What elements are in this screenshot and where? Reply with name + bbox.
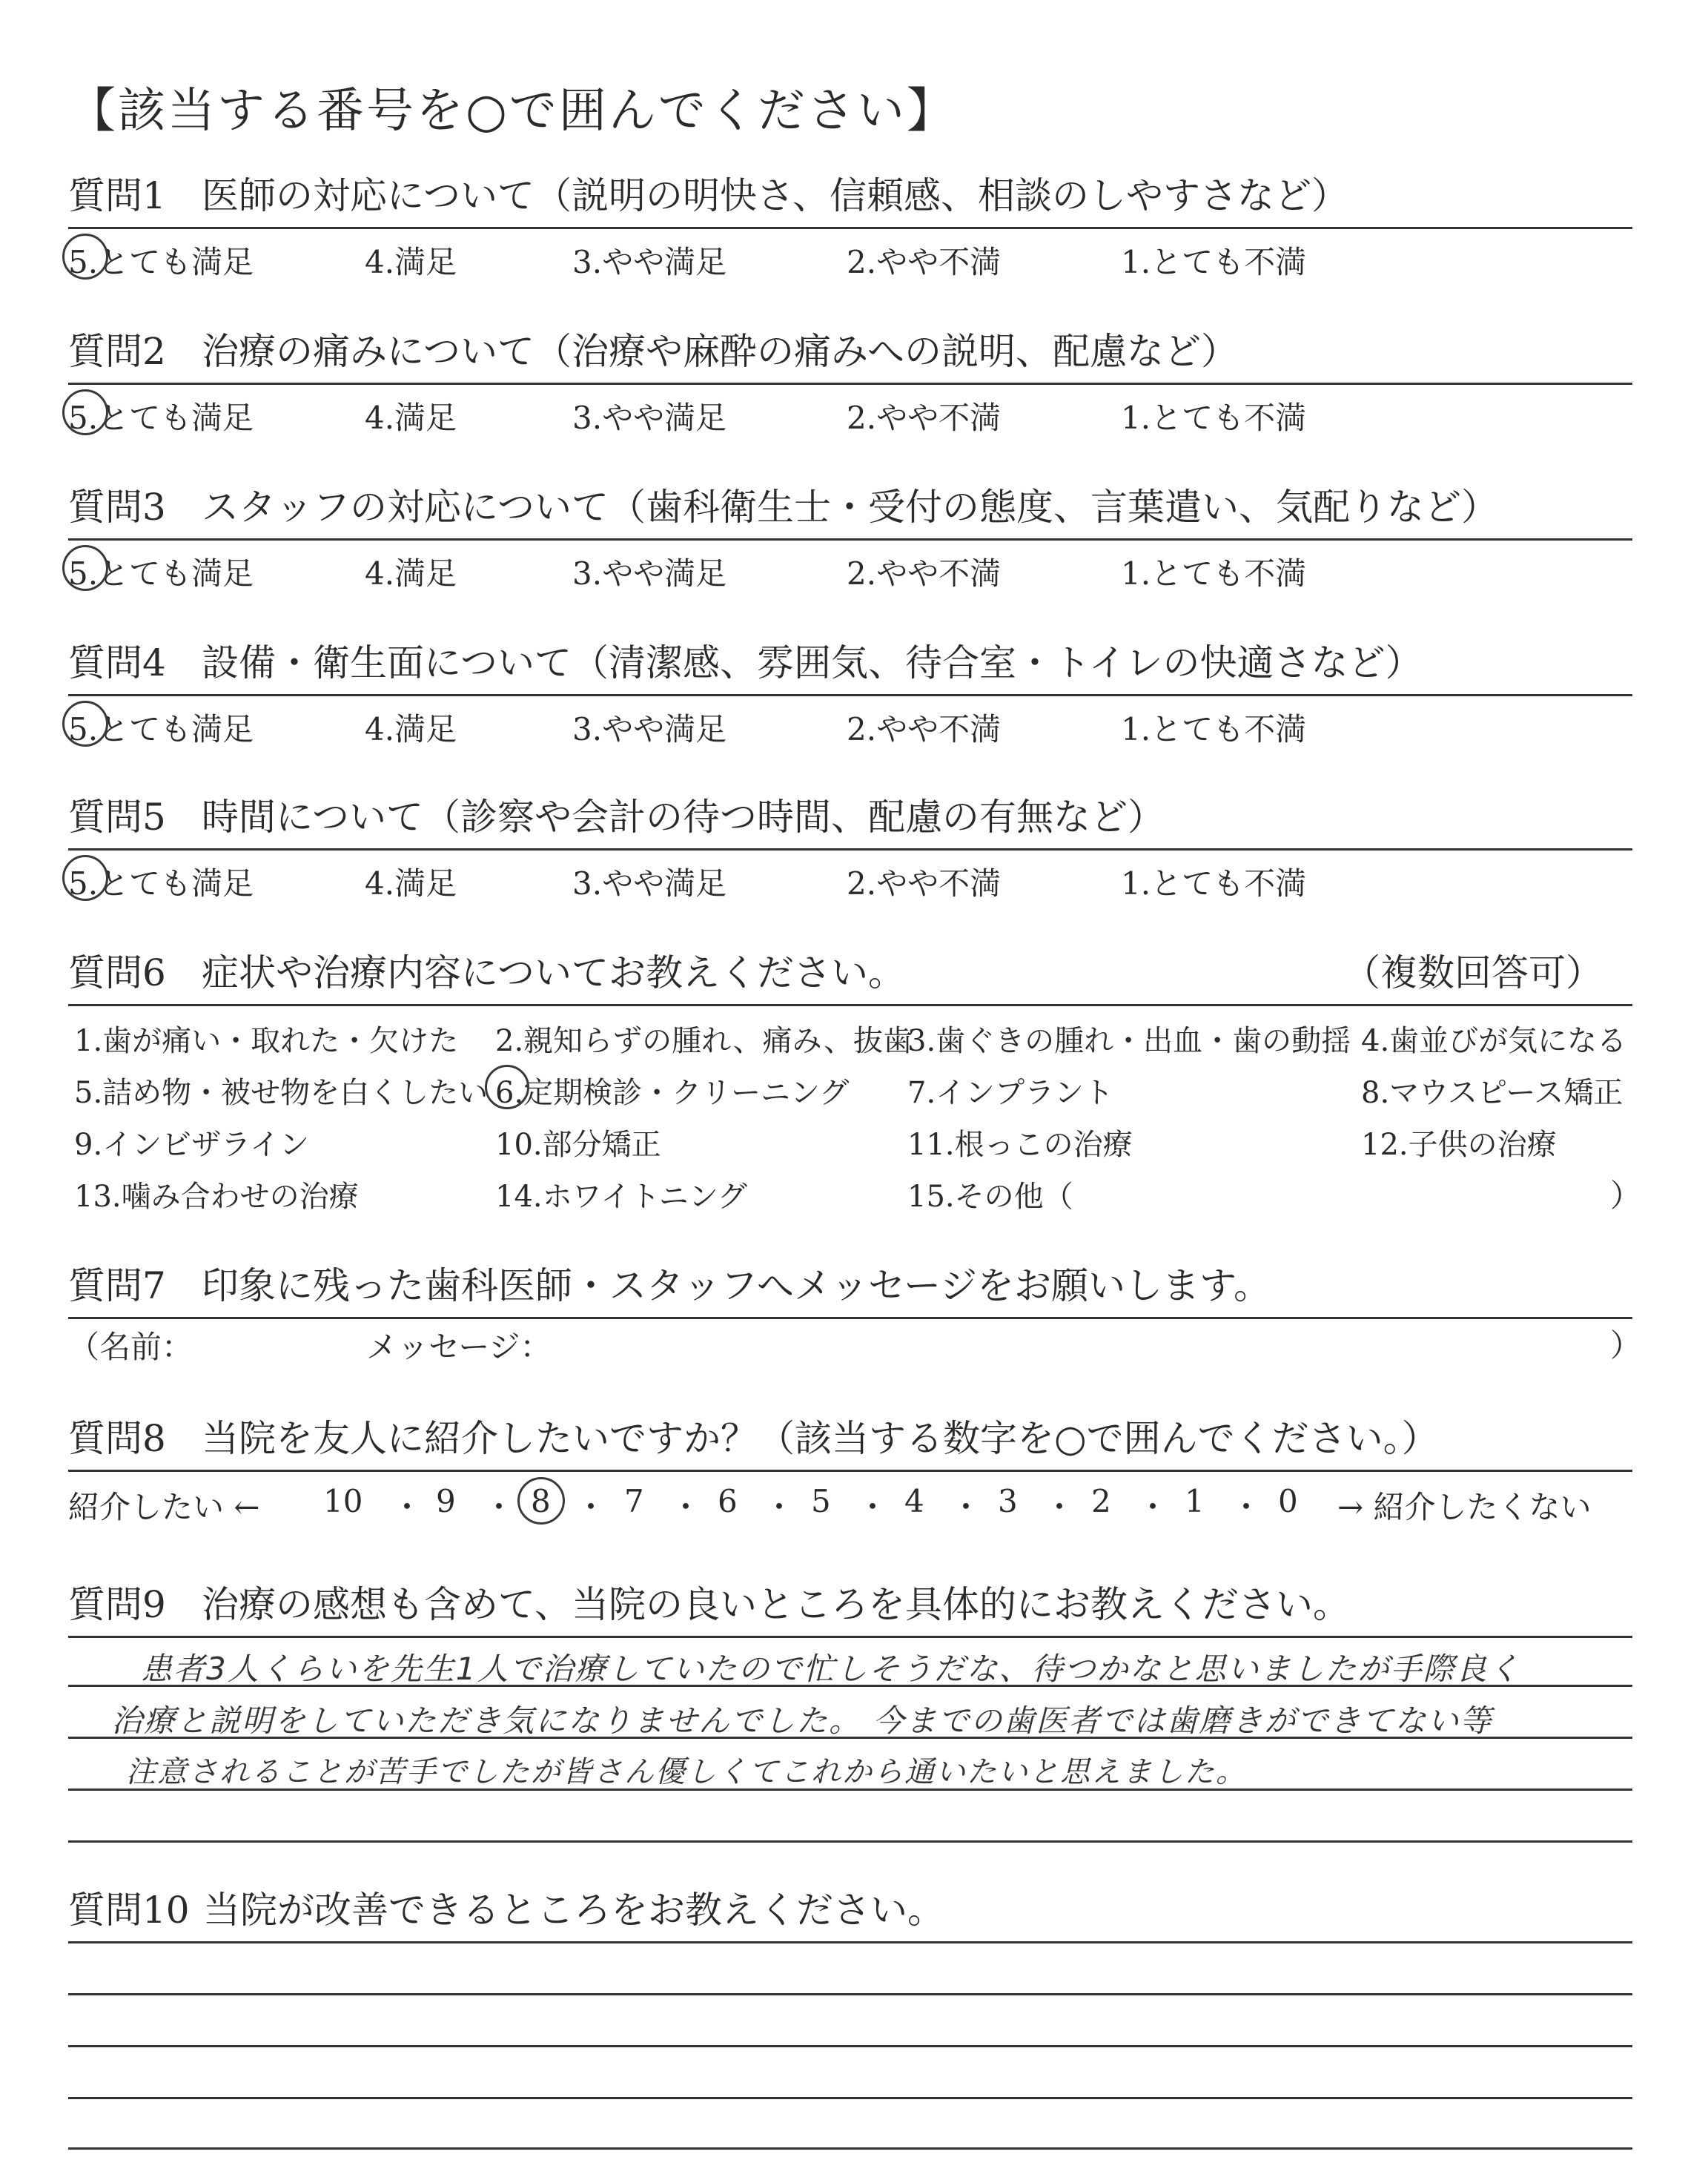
option-2[interactable]: 2.やや不満 [847,711,1002,747]
scale-9[interactable]: 9 [436,1483,456,1519]
option-4[interactable]: 4.満足 [365,400,457,436]
q6-option-2[interactable]: 2.親知らずの腫れ、痛み、抜歯 [495,1024,913,1058]
message-close-paren: ） [1610,1327,1642,1364]
question-number: 質問3 [68,486,166,529]
option-3[interactable]: 3.やや満足 [572,244,727,280]
scale-dot: ・ [670,1489,702,1525]
option-1[interactable]: 1.とても不満 [1121,400,1307,436]
selection-circle [62,389,108,435]
other-close-paren: ） [1610,1178,1642,1214]
option-3[interactable]: 3.やや満足 [572,865,727,902]
question-9 [68,1572,1632,1638]
question-7 [68,1246,1632,1319]
option-3[interactable]: 3.やや満足 [572,555,727,592]
option-3[interactable]: 3.やや満足 [572,400,727,436]
scale-dot: ・ [575,1489,607,1525]
scale-dot: ・ [1231,1489,1262,1525]
q6-option-3[interactable]: 3.歯ぐきの腫れ・出血・歯の動揺 [907,1024,1351,1058]
option-2[interactable]: 2.やや不満 [847,865,1002,902]
question-text: 印象に残った歯科医師・スタッフへメッセージをお願いします。 [202,1264,1271,1307]
q6-option-12[interactable]: 12.子供の治療 [1361,1128,1557,1162]
scale-7[interactable]: 7 [624,1483,644,1519]
question-text: 当院を友人に紹介したいですか？（該当する数字を○で囲んでください。） [202,1417,1439,1460]
question-2 [68,311,1632,436]
selection-circle [62,545,108,591]
option-5[interactable]: 5.とても満足 [68,711,254,747]
scale-dot: ・ [1044,1489,1076,1525]
option-5[interactable]: 5.とても満足 [68,400,254,436]
question-text: 設備・衛生面について（清潔感、雰囲気、待合室・トイレの快適さなど） [202,641,1423,684]
question-text: 症状や治療内容についてお教えください。 [202,951,905,994]
question-text: 治療の痛みについて（治療や麻酔の痛みへの説明、配慮など） [202,330,1238,373]
handwritten-answer-line-2: 治療と説明をしていただき気になりませんでした。 今までの歯医者では歯磨きができてない等 [111,1702,1493,1739]
option-3[interactable]: 3.やや満足 [572,711,727,747]
question-text: 当院が改善できるところをお教えください。 [203,1889,944,1932]
question-text: 治療の感想も含めて、当院の良いところを具体的にお教えください。 [202,1583,1350,1626]
answer-line [68,2097,1632,2099]
selection-circle [62,701,108,747]
message-label[interactable]: メッセージ： [366,1329,552,1365]
scale-5[interactable]: 5 [811,1483,831,1519]
selection-circle [62,855,108,901]
q6-option-14[interactable]: 14.ホワイトニング [495,1180,748,1214]
scale-dot: ・ [857,1489,889,1525]
q6-option-13[interactable]: 13.噛み合わせの治療 [74,1180,359,1214]
handwritten-answer-line-1: 患者3人くらいを先生1人で治療していたので忙しそうだな、待つかなと思いましたが手際良く [141,1651,1521,1687]
q6-option-11[interactable]: 11.根っこの治療 [907,1128,1133,1162]
option-1[interactable]: 1.とても不満 [1121,244,1307,280]
recommend-scale [68,1473,1632,1525]
scale-0[interactable]: 0 [1278,1483,1298,1519]
scale-4[interactable]: 4 [904,1483,924,1519]
selection-circle [517,1477,565,1525]
option-4[interactable]: 4.満足 [365,865,457,902]
option-5[interactable]: 5.とても満足 [68,555,254,592]
page-title: 【該当する番号を○で囲んでください】 [68,84,956,139]
scale-10[interactable]: 10 [323,1483,363,1519]
scale-1[interactable]: 1 [1185,1483,1205,1519]
q6-option-4[interactable]: 4.歯並びが気になる [1361,1024,1627,1058]
question-5 [68,777,1632,902]
q6-option-5[interactable]: 5.詰め物・被せ物を白くしたい [74,1076,489,1110]
question-number: 質問4 [68,641,166,684]
handwritten-answer-line-3: 注意されることが苦手でしたが皆さん優しくてこれから通いたいと思えました。 [126,1755,1247,1789]
selection-circle [485,1065,529,1109]
option-1[interactable]: 1.とても不満 [1121,711,1307,747]
question-number: 質問10 [68,1889,190,1932]
q6-option-9[interactable]: 9.インビザライン [74,1128,309,1162]
scale-6[interactable]: 6 [718,1483,738,1519]
scale-dot: ・ [483,1489,515,1525]
scale-dot: ・ [950,1489,982,1525]
answer-line [68,1840,1632,1843]
scale-dot: ・ [391,1489,423,1525]
q6-option-8[interactable]: 8.マウスピース矯正 [1361,1076,1623,1110]
question-6 [68,933,1632,1006]
option-5[interactable]: 5.とても満足 [68,244,254,280]
option-1[interactable]: 1.とても不満 [1121,865,1307,902]
question-text: スタッフの対応について（歯科衛生士・受付の態度、言葉遣い、気配りなど） [202,486,1498,529]
answer-line [68,2147,1632,2150]
scale-right-label: → 紹介したくない [1337,1489,1592,1525]
q6-option-1[interactable]: 1.歯が痛い・取れた・欠けた [74,1024,459,1058]
question-number: 質問9 [68,1583,166,1626]
scale-8[interactable]: 8 [531,1483,551,1519]
question-1 [68,156,1632,280]
question-number: 質問5 [68,796,166,839]
scale-3[interactable]: 3 [998,1483,1018,1519]
option-2[interactable]: 2.やや不満 [847,555,1002,592]
scale-2[interactable]: 2 [1091,1483,1111,1519]
option-2[interactable]: 2.やや不満 [847,244,1002,280]
option-1[interactable]: 1.とても不満 [1121,555,1307,592]
question-number: 質問7 [68,1264,166,1307]
question-10 [68,1877,1632,1943]
q6-option-15[interactable]: 15.その他（ [907,1180,1073,1214]
question-number: 質問1 [68,174,166,217]
question-3 [68,467,1632,592]
option-4[interactable]: 4.満足 [365,555,457,592]
question-number: 質問2 [68,330,166,373]
question-number: 質問6 [68,951,166,994]
q6-option-6[interactable]: 6.定期検診・クリーニング [495,1076,850,1110]
question-number: 質問8 [68,1417,166,1460]
scale-left-label: 紹介したい ← [68,1489,260,1525]
q6-option-10[interactable]: 10.部分矯正 [495,1128,661,1162]
question-text: 医師の対応について（説明の明快さ、信頼感、相談のしやすさなど） [202,174,1348,217]
name-label[interactable]: （名前： [68,1329,193,1365]
answer-line [68,1993,1632,1995]
question-4 [68,623,1632,747]
option-2[interactable]: 2.やや不満 [847,400,1002,436]
option-4[interactable]: 4.満足 [365,244,457,280]
option-5[interactable]: 5.とても満足 [68,865,254,902]
scale-dot: ・ [1137,1489,1169,1525]
question-8 [68,1398,1632,1472]
question-text: 時間について（診察や会計の待つ時間、配慮の有無など） [202,796,1165,839]
q6-option-7[interactable]: 7.インプラント [907,1076,1114,1110]
scale-dot: ・ [764,1489,795,1525]
multiple-answer-note: （複数回答可） [1343,951,1603,994]
answer-line [68,2045,1632,2047]
selection-circle [62,234,108,280]
option-4[interactable]: 4.満足 [365,711,457,747]
